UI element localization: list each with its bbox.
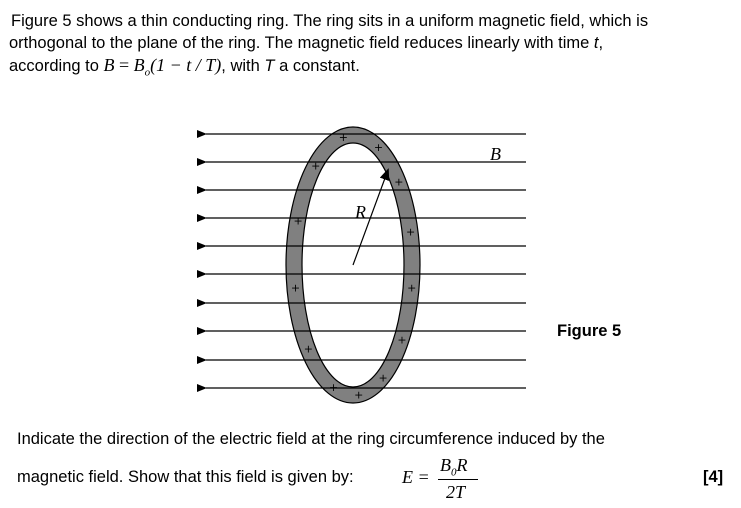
question-line-2: magnetic field. Show that this field is given by:: [17, 468, 354, 486]
figure-ring-diagram: [0, 120, 741, 410]
fraction-bar: [438, 479, 478, 480]
r-label: R: [355, 202, 366, 222]
plus-mark: +: [354, 388, 364, 402]
plus-mark: +: [311, 159, 321, 173]
equation-lhs: E =: [402, 467, 430, 487]
problem-statement: [9, 10, 737, 84]
plus-mark: +: [378, 371, 388, 385]
marks-label: [4]: [703, 468, 724, 486]
plus-mark: +: [394, 175, 404, 189]
intro-line-2: orthogonal to the plane of the ring. The magnetic field reduces linearly with time t,: [9, 34, 604, 52]
question-line-1: Indicate the direction of the electric field at the ring circumference induced by the: [17, 430, 605, 448]
plus-mark: +: [373, 141, 384, 155]
equation-numerator: $B_0R$: [440, 455, 468, 479]
plus-mark: +: [405, 225, 416, 239]
plus-mark: +: [338, 130, 348, 144]
plus-mark: +: [293, 214, 303, 228]
b-label: B: [490, 144, 501, 164]
plus-mark: +: [397, 333, 407, 347]
intro-line-1: Figure 5 shows a thin conducting ring. The ring sits in a uniform magnetic field, which is: [11, 12, 649, 30]
intro-line-3: according to $B = B_o(1 - t / T)$, with T a constant.: [9, 55, 360, 79]
plus-mark: +: [328, 381, 339, 395]
figure-caption: Figure 5: [557, 322, 622, 340]
plus-mark: +: [290, 281, 301, 295]
equation-denominator: 2T: [446, 482, 466, 502]
plus-mark: +: [303, 342, 314, 356]
field-formula: $B = B_o(1 - t / T)$: [103, 55, 222, 79]
plus-mark: +: [407, 281, 417, 295]
field-lines-front: [206, 134, 526, 388]
